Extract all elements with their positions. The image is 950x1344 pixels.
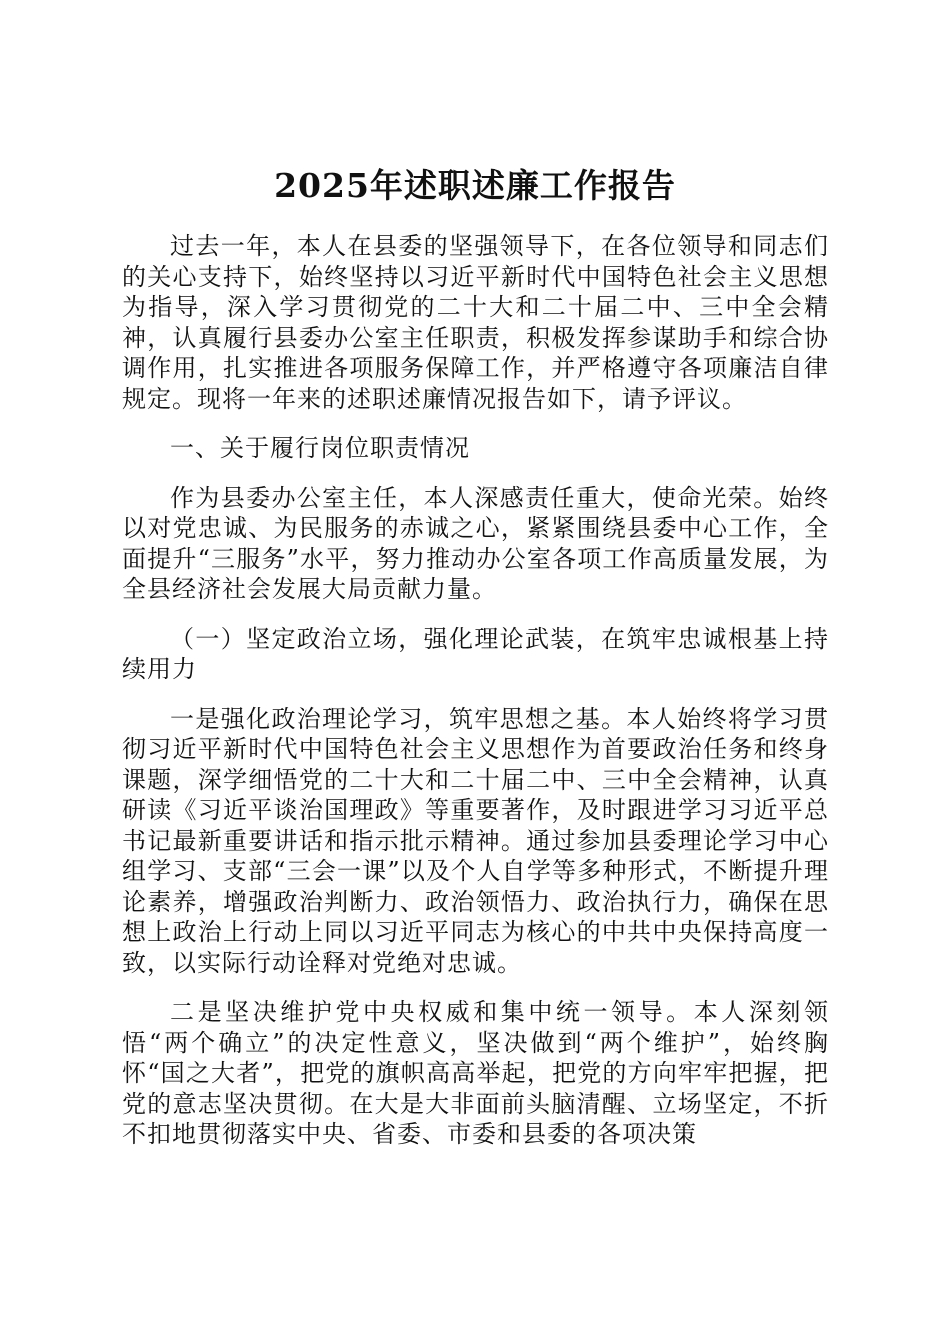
point-2-paragraph: 二是坚决维护党中央权威和集中统一领导。本人深刻领悟“两个确立”的决定性意义，坚决做到“两个维护”，始终胸怀“国之大者”，把党的旗帜高高举起，把党的方向牢牢把握，把党的意志坚决贯彻。在大是大非面前头脑清醒、立场坚定，不折不扣地贯彻落实中央、省委、市委和县委的各项决策 — [122, 998, 829, 1148]
intro-paragraph: 过去一年，本人在县委的坚强领导下，在各位领导和同志们的关心支持下，始终坚持以习近平新时代中国特色社会主义思想为指导，深入学习贯彻党的二十大和二十届二中、三中全会精神，认真履行县委办公室主任职责，积极发挥参谋助手和综合协调作用，扎实推进各项服务保障工作，并严格遵守各项廉洁自律规定。现将一年来的述职述廉情况报告如下，请予评议。 — [122, 232, 829, 413]
subsection-heading-1: （一）坚定政治立场，强化理论武装，在筑牢忠诚根基上持续用力 — [122, 624, 829, 683]
document-body — [122, 231, 829, 1169]
point-1-paragraph: 一是强化政治理论学习，筑牢思想之基。本人始终将学习贯彻习近平新时代中国特色社会主义思想作为首要政治任务和终身课题，深学细悟党的二十大和二十届二中、三中全会精神，认真研读《习近平谈治国理政》等重要著作，及时跟进学习习近平总书记最新重要讲话和指示批示精神。通过参加县委理论学习中心组学习、支部“三会一课”以及个人自学等多种形式，不断提升理论素养，增强政治判断力、政治领悟力、政治执行力，确保在思想上政治上行动上同以习近平同志为核心的中共中央保持高度一致，以实际行动诠释对党绝对忠诚。 — [122, 704, 829, 977]
document-title: 2025年述职述廉工作报告 — [274, 166, 676, 205]
section-1-paragraph: 作为县委办公室主任，本人深感责任重大，使命光荣。始终以对党忠诚、为民服务的赤诚之心，紧紧围绕县委中心工作，全面提升“三服务”水平，努力推动办公室各项工作高质量发展，为全县经济社会发展大局贡献力量。 — [122, 483, 829, 603]
section-heading-1: 一、关于履行岗位职责情况 — [170, 434, 470, 462]
